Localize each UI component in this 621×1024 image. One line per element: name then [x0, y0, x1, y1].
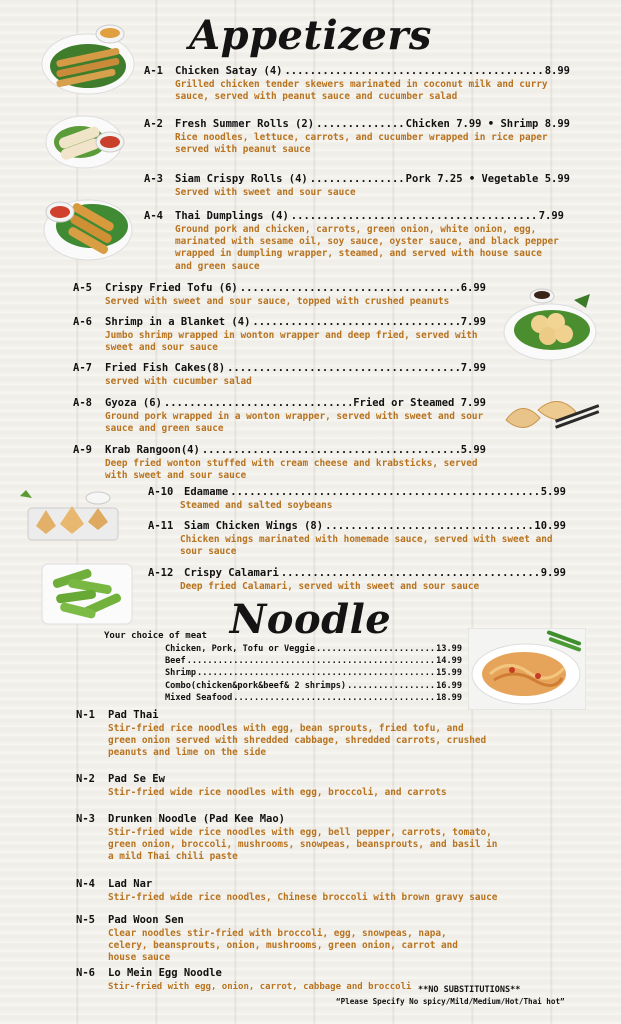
meat-name: Mixed Seafood: [165, 693, 233, 703]
meat-name: Shrimp: [165, 668, 197, 678]
item-description: Jumbo shrimp wrapped in wonton wrapper and deep fried, served with sweet and sour sauce: [105, 330, 478, 354]
item-code: A-12: [148, 567, 174, 579]
item-code: N-4: [76, 878, 95, 890]
item-description: Ground pork and chicken, carrots, green onion, white onion, egg, marinated with sesame oil, soy sauce, oyster sauce, and black pepper wrapped in dumpling wrapper, steamed, and served with house sauce and green sauce: [175, 224, 559, 272]
meat-option: [165, 644, 462, 655]
item-description: Chicken wings marinated with homemade sauce, served with sweet and sour sauce: [180, 534, 553, 558]
meat-option: [165, 668, 462, 679]
item-price: 5.99: [460, 444, 486, 456]
item-name: Siam Crispy Rolls (4): [175, 173, 308, 185]
leader-dots: [202, 444, 459, 457]
item-description: Steamed and salted soybeans: [180, 500, 333, 511]
item-name: Crispy Fried Tofu (6): [105, 282, 238, 294]
item-name: Lad Nar: [108, 878, 153, 890]
krab-rangoon-photo: [18, 488, 126, 544]
menu-item-a4: [144, 210, 564, 273]
item-name: Pad Woon Sen: [108, 914, 184, 926]
menu-item-n4: [76, 878, 506, 904]
item-name: Lo Mein Egg Noodle: [108, 967, 222, 979]
crispy-rolls-photo: [40, 182, 134, 266]
item-name: Siam Chicken Wings (8): [184, 520, 324, 532]
meat-option: [165, 693, 462, 704]
meat-price: 14.99: [436, 656, 462, 666]
item-code: A-7: [73, 362, 92, 374]
item-code: A-6: [73, 316, 92, 328]
menu-item-a12: [148, 567, 566, 593]
item-code: A-3: [144, 173, 163, 185]
item-name: Pad Se Ew: [108, 773, 165, 785]
item-name: Chicken Satay (4): [175, 65, 283, 77]
item-name: Krab Rangoon(4): [105, 444, 200, 456]
item-code: A-8: [73, 397, 92, 409]
leader-dots: [240, 282, 459, 295]
menu-item-a2: [144, 118, 570, 156]
menu-item-a10: [148, 486, 566, 512]
leader-dots: [197, 668, 435, 679]
menu-item-a9: [73, 444, 486, 482]
item-description: Served with sweet and sour sauce: [175, 187, 356, 198]
item-description: Deep fried wonton stuffed with cream cheese and krabsticks, served with sweet and sour sauce: [105, 458, 478, 482]
item-code: A-2: [144, 118, 163, 130]
item-price: 9.99: [540, 567, 566, 579]
meat-price: 13.99: [436, 644, 462, 654]
leader-dots: [227, 362, 459, 375]
leader-dots: [316, 644, 435, 655]
meat-name: Beef: [165, 656, 186, 666]
menu-item-n2: [76, 773, 506, 799]
meat-name: Combo(chicken&pork&beef& 2 shrimps): [165, 681, 347, 691]
meat-name: Chicken, Pork, Tofu or Veggie: [165, 644, 316, 654]
menu-item-a8: [73, 397, 486, 435]
item-description: Clear noodles stir-fried with broccoli, egg, snowpeas, napa, celery, beansprouts, onion, mushrooms, green onion, carrot and house sauce: [108, 928, 458, 964]
item-code: A-11: [148, 520, 174, 532]
menu-item-a5: [73, 282, 486, 308]
noodle-title: Noodle: [229, 596, 392, 643]
menu-item-n1: [76, 709, 506, 760]
item-description: Deep fried Calamari, served with sweet and sour sauce: [180, 581, 480, 592]
item-code: N-3: [76, 813, 95, 825]
item-code: A-4: [144, 210, 163, 222]
item-price: Fried or Steamed 7.99: [353, 397, 486, 409]
item-name: Gyoza (6): [105, 397, 162, 409]
item-price: 7.99: [538, 210, 564, 222]
meat-option: [165, 681, 462, 692]
item-price: 10.99: [534, 520, 566, 532]
leader-dots: [233, 693, 435, 704]
leader-dots: [284, 65, 542, 78]
leader-dots: [325, 520, 532, 533]
item-description: Ground pork wrapped in a wonton wrapper, served with sweet and sour sauce and green sauce: [105, 411, 484, 435]
item-price: 7.99: [460, 362, 486, 374]
item-name: Fried Fish Cakes(8): [105, 362, 226, 374]
appetizers-title: Appetizers: [189, 12, 432, 59]
item-price: 6.99: [460, 282, 486, 294]
leader-dots: [187, 656, 435, 667]
leader-dots: [310, 173, 404, 186]
menu-item-a1: [144, 65, 570, 103]
meat-price: 15.99: [436, 668, 462, 678]
menu-item-a6: [73, 316, 486, 354]
summer-rolls-photo: [44, 102, 130, 174]
item-price: 7.99: [460, 316, 486, 328]
item-price: Chicken 7.99 • Shrimp 8.99: [405, 118, 570, 130]
meat-price: 18.99: [436, 693, 462, 703]
item-description: Rice noodles, lettuce, carrots, and cucumber wrapped in rice paper served with peanut sauce: [175, 132, 548, 156]
item-code: N-5: [76, 914, 95, 926]
item-name: Crispy Calamari: [184, 567, 279, 579]
item-description: Stir-fried wide rice noodles with egg, bell pepper, carrots, tomato, green onion, broccoli, mushrooms, snowpeas, beansprouts, and basil in a mild Thai chili paste: [108, 827, 498, 863]
item-description: Stir-fried rice noodles with egg, bean sprouts, fried tofu, and green onion served with shredded cabbage, shredded carrots, crushed peanuts and lime on the side: [108, 723, 487, 759]
no-substitutions-note: **NO SUBSTITUTIONS**: [418, 985, 521, 995]
menu-item-a3: [144, 173, 570, 199]
menu-item-n5: [76, 914, 506, 965]
item-price: Pork 7.25 • Vegetable 5.99: [405, 173, 570, 185]
item-description: Grilled chicken tender skewers marinated in coconut milk and curry sauce, served with peanut sauce and cucumber salad: [175, 79, 548, 103]
item-name: Edamame: [184, 486, 229, 498]
item-code: N-2: [76, 773, 95, 785]
item-description: Stir-fried wide rice noodles, Chinese broccoli with brown gravy sauce: [108, 892, 498, 903]
thai-dumplings-photo: [502, 284, 600, 364]
item-code: A-9: [73, 444, 92, 456]
gyoza-photo: [502, 392, 602, 448]
item-description: Stir-fried with egg, onion, carrot, cabbage and broccoli: [108, 982, 412, 992]
chicken-satay-photo: [38, 18, 136, 98]
item-description: Served with sweet and sour sauce, topped with crushed peanuts: [105, 296, 450, 307]
item-code: N-1: [76, 709, 95, 721]
menu-item-n3: [76, 813, 506, 864]
leader-dots: [291, 210, 537, 223]
item-name: Drunken Noodle (Pad Kee Mao): [108, 813, 286, 825]
meat-price: 16.99: [436, 681, 462, 691]
leader-dots: [230, 486, 538, 499]
item-name: Pad Thai: [108, 709, 159, 721]
item-name: Shrimp in a Blanket (4): [105, 316, 251, 328]
spice-level-note: “Please Specify No spicy/Mild/Medium/Hot/Thai hot”: [336, 997, 565, 1006]
menu-item-a11: [148, 520, 566, 558]
item-name: Fresh Summer Rolls (2): [175, 118, 315, 130]
menu-item-a7: [73, 362, 486, 388]
leader-dots: [316, 118, 404, 131]
item-code: A-5: [73, 282, 92, 294]
item-code: A-10: [148, 486, 174, 498]
leader-dots: [281, 567, 539, 580]
leader-dots: [347, 681, 435, 692]
item-price: 8.99: [544, 65, 570, 77]
item-name: Thai Dumplings (4): [175, 210, 289, 222]
meat-option: [165, 656, 462, 667]
item-code: A-1: [144, 65, 163, 77]
menu-item-n6: [76, 967, 416, 993]
item-code: N-6: [76, 967, 95, 979]
item-price: 5.99: [540, 486, 566, 498]
leader-dots: [164, 397, 351, 410]
meat-choice-label: Your choice of meat: [104, 631, 207, 641]
item-description: Stir-fried wide rice noodles with egg, broccoli, and carrots: [108, 787, 447, 798]
item-description: served with cucumber salad: [105, 376, 252, 387]
leader-dots: [252, 316, 458, 329]
